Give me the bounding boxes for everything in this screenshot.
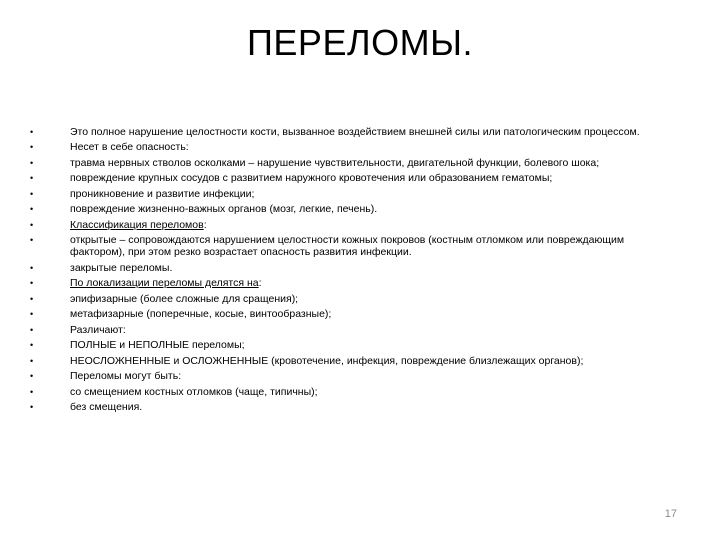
bullet-marker: • bbox=[30, 188, 34, 199]
bullet-text: НЕОСЛОЖНЕННЫЕ и ОСЛОЖНЕННЫЕ (кровотечение, инфекция, повреждение близлежащих органов); bbox=[70, 354, 584, 367]
bullet-text: травма нервных стволов осколками – нарушение чувствительности, двигательной функции, болевого шока; bbox=[70, 156, 600, 169]
bullet-text: без смещения. bbox=[70, 401, 143, 414]
bullet-marker: • bbox=[30, 371, 34, 382]
bullet-marker: • bbox=[30, 219, 34, 230]
bullet-text: Несет в себе опасность: bbox=[70, 141, 189, 154]
classification-heading bbox=[70, 220, 670, 232]
bullet-marker: • bbox=[30, 293, 34, 304]
bullet-item bbox=[30, 402, 670, 414]
bullet-item bbox=[30, 294, 670, 306]
bullet-marker: • bbox=[30, 142, 34, 153]
bullet-marker: • bbox=[30, 324, 34, 335]
classification-heading-underlined: Классификация переломов bbox=[70, 218, 204, 231]
bullet-marker: • bbox=[30, 309, 34, 320]
bullet-text: проникновение и развитие инфекции; bbox=[70, 187, 255, 200]
bullet-marker: • bbox=[30, 262, 34, 273]
bullet-item bbox=[30, 371, 670, 383]
bullet-text: открытые – сопровождаются нарушением целостности кожных покровов (костным отломком или повреждающим фактором), при этом резко возрастает опасность развития инфекции. bbox=[70, 234, 625, 259]
slide-title: ПЕРЕЛОМЫ. bbox=[247, 22, 473, 63]
bullet-text: метафизарные (поперечные, косые, винтообразные); bbox=[70, 308, 332, 321]
bullet-marker: • bbox=[30, 278, 34, 289]
bullet-item bbox=[30, 356, 670, 368]
bullet-text: Переломы могут быть: bbox=[70, 370, 182, 383]
bullet-text: повреждение крупных сосудов с развитием наружного кровотечения или образованием гематомы; bbox=[70, 172, 553, 185]
page-number: 17 bbox=[664, 508, 677, 520]
bullet-item bbox=[30, 387, 670, 399]
bullet-marker: • bbox=[30, 402, 34, 413]
bullet-marker: • bbox=[30, 386, 34, 397]
bullet-text: ПОЛНЫЕ и НЕПОЛНЫЕ переломы; bbox=[70, 339, 245, 352]
bullet-item bbox=[30, 278, 670, 290]
bullet-marker: • bbox=[30, 235, 34, 246]
bullet-item bbox=[30, 189, 670, 201]
bullet-marker: • bbox=[30, 173, 34, 184]
bullet-item bbox=[30, 204, 670, 216]
bullet-text: Это полное нарушение целостности кости, вызванное воздействием внешней силы или патологическим процессом. bbox=[70, 126, 640, 138]
bullet-item bbox=[30, 142, 670, 154]
bullet-marker: • bbox=[30, 204, 34, 215]
bullet-text: со смещением костных отломков (чаще, типичны); bbox=[70, 385, 318, 398]
bullet-marker: • bbox=[30, 157, 34, 168]
bullet-list bbox=[30, 127, 670, 418]
bullet-text: Различают: bbox=[70, 323, 126, 336]
bullet-item bbox=[30, 309, 670, 321]
localization-heading-underlined: По локализации переломы делятся на bbox=[70, 277, 259, 290]
bullet-item bbox=[30, 263, 670, 275]
bullet-marker: • bbox=[30, 127, 34, 137]
bullet-item bbox=[30, 340, 670, 352]
classification-heading-colon: : bbox=[203, 218, 207, 231]
bullet-text: повреждение жизненно-важных органов (мозг, легкие, печень). bbox=[70, 203, 378, 216]
bullet-item bbox=[30, 220, 670, 232]
localization-heading bbox=[70, 278, 670, 290]
bullet-text: эпифизарные (более сложные для сращения); bbox=[70, 292, 299, 305]
bullet-item bbox=[30, 173, 670, 185]
localization-heading-colon: : bbox=[258, 277, 262, 290]
bullet-marker: • bbox=[30, 340, 34, 351]
bullet-item bbox=[30, 235, 670, 259]
bullet-item bbox=[30, 325, 670, 337]
bullet-marker: • bbox=[30, 355, 34, 366]
bullet-item bbox=[30, 158, 670, 170]
bullet-text: закрытые переломы. bbox=[70, 261, 173, 274]
bullet-item bbox=[30, 127, 670, 139]
